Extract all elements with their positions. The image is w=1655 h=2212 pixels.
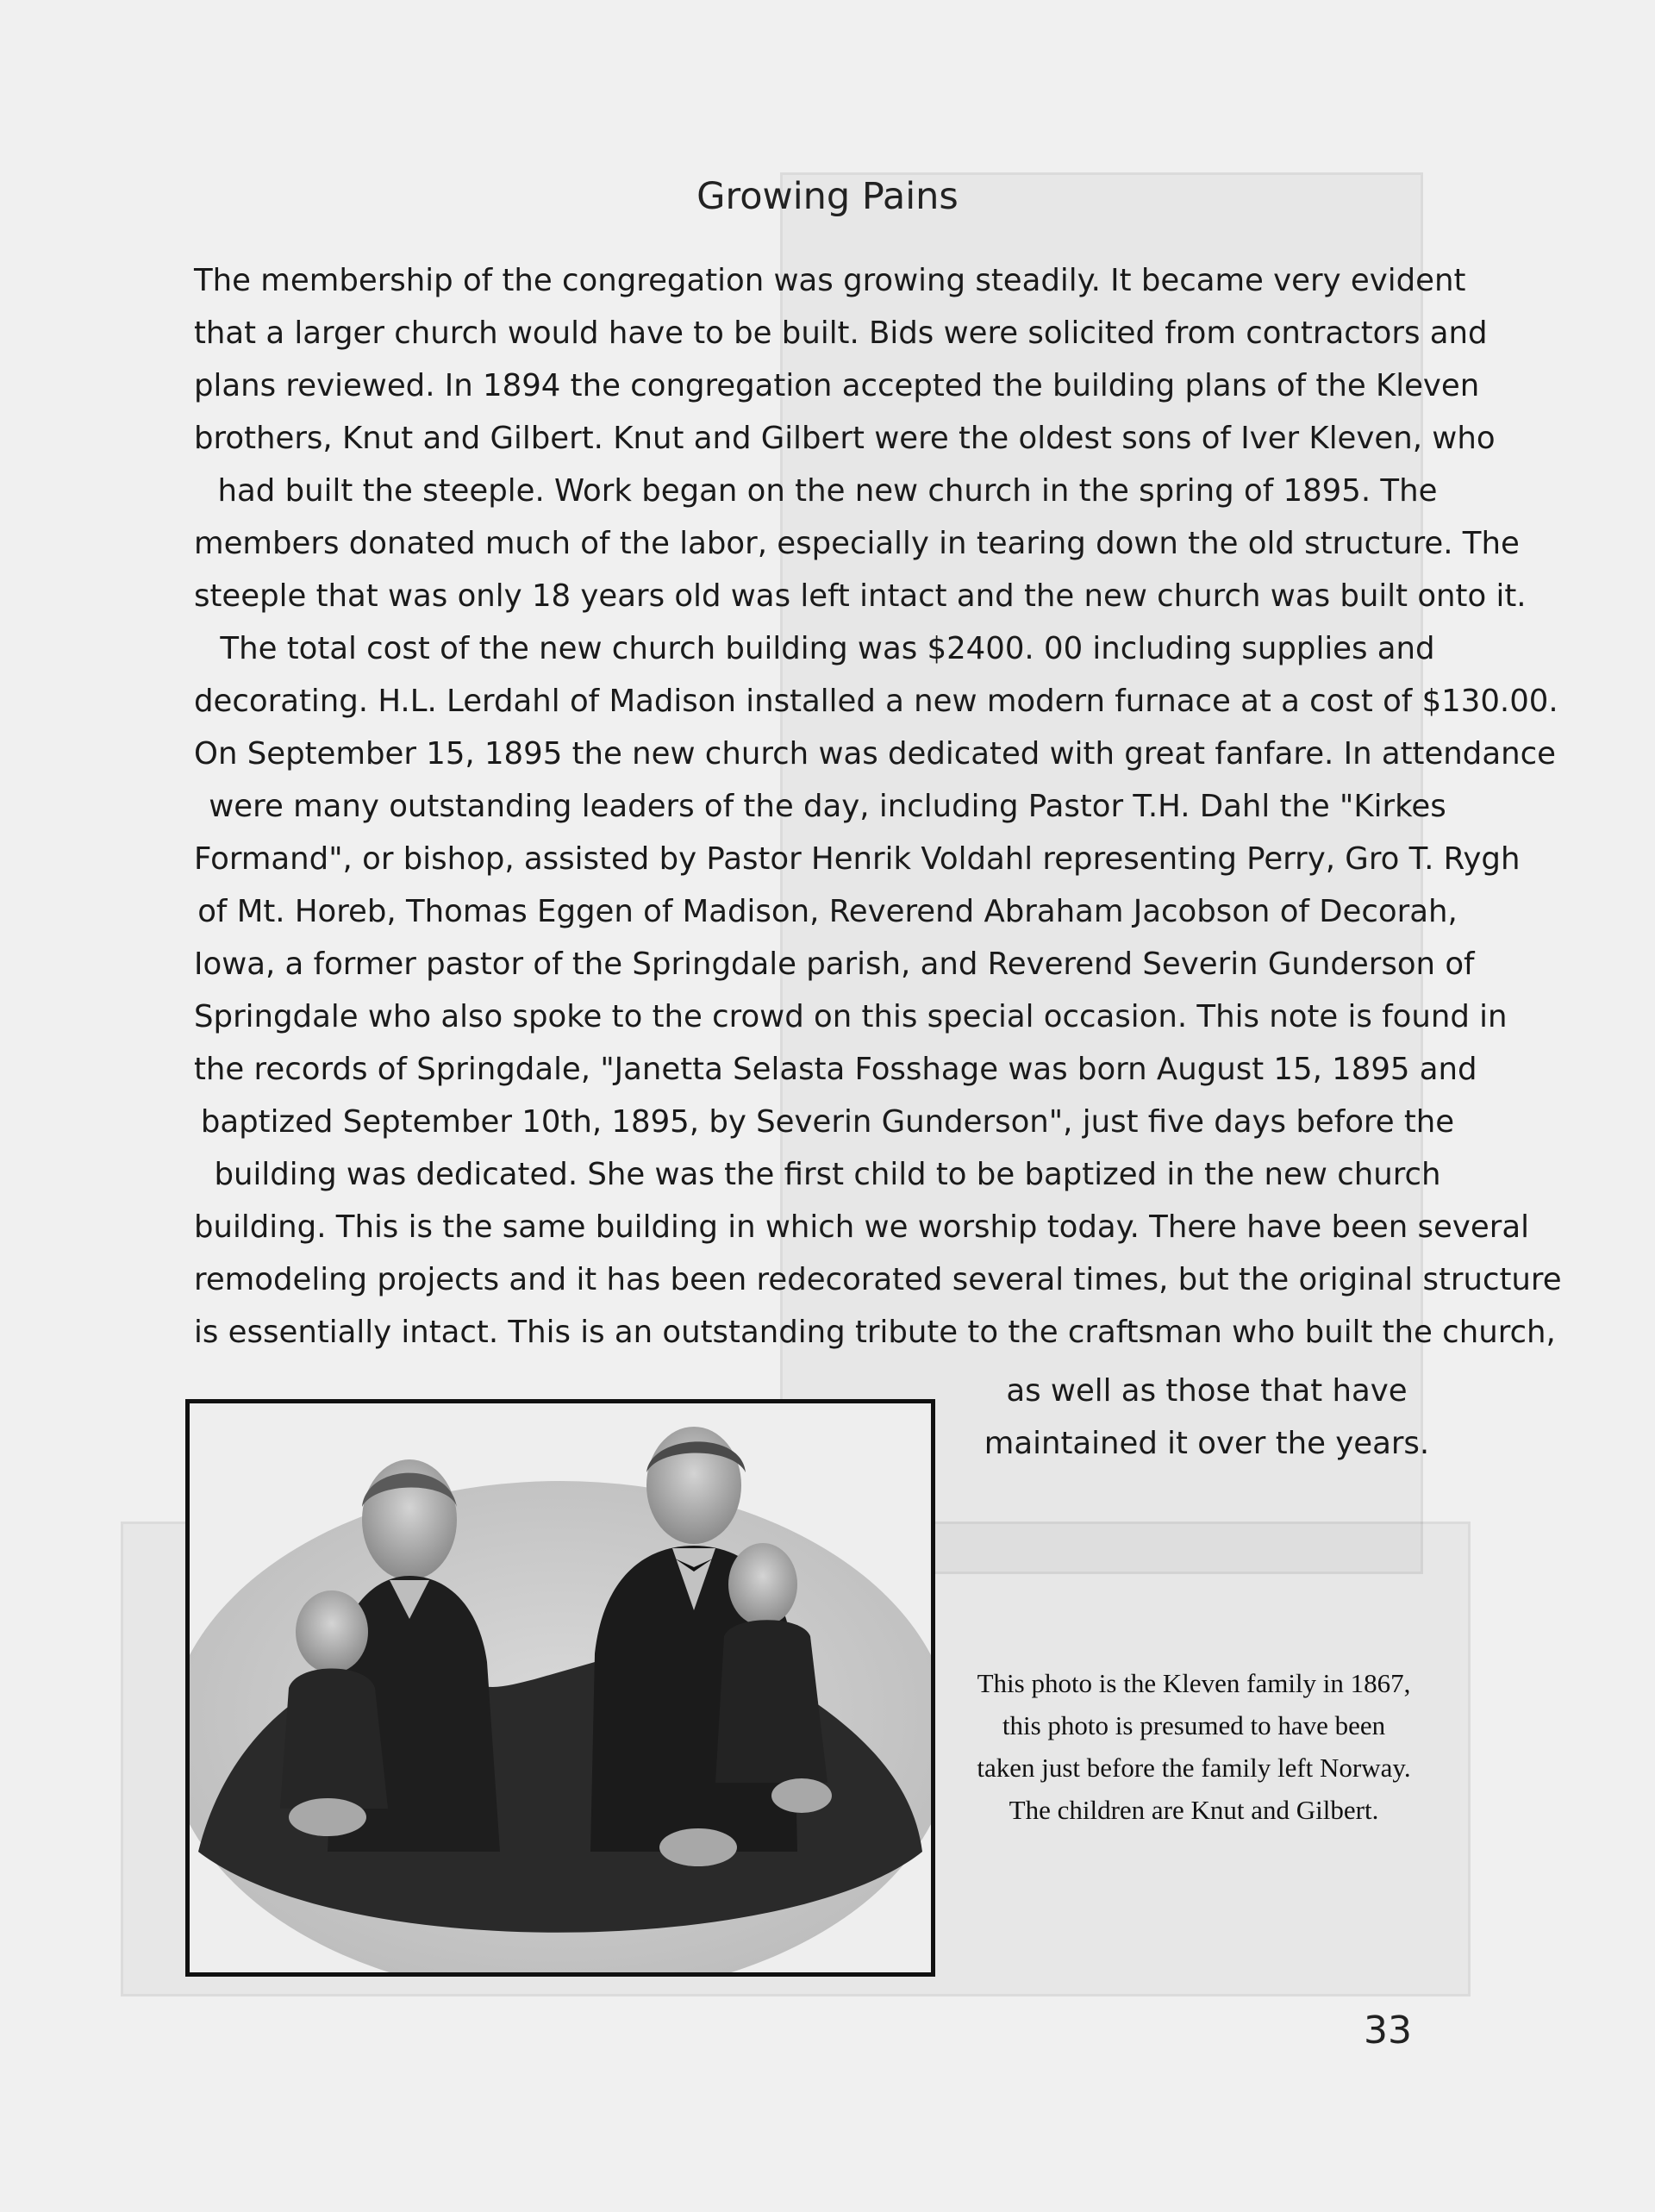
body-line: the records of Springdale, "Janetta Selasta Fosshage was born August 15, 1895 and [194,1052,1477,1087]
caption-line: This photo is the Kleven family in 1867, [977,1668,1411,1698]
body-line: building. This is the same building in which we worship today. There have been several [194,1209,1529,1245]
body-line: as well as those that have [1006,1373,1408,1409]
body-paragraph [194,254,1562,1359]
caption-line: The children are Knut and Gilbert. [1009,1795,1379,1825]
page-title: Growing Pains [696,175,959,218]
body-line: plans reviewed. In 1894 the congregation accepted the building plans of the Kleven [194,368,1480,403]
body-line: Springdale who also spoke to the crowd on this special occasion. This note is found in [194,999,1508,1034]
photo-caption [944,1662,1444,1831]
body-line: building was dedicated. She was the first child to be baptized in the new church [214,1157,1441,1192]
caption-line: this photo is presumed to have been [1002,1710,1386,1740]
body-line: steeple that was only 18 years old was left intact and the new church was built onto it. [194,578,1527,614]
body-paragraph-tail [948,1365,1465,1470]
body-line: remodeling projects and it has been redecorated several times, but the original structure [194,1262,1562,1297]
body-line: that a larger church would have to be built. Bids were solicited from contractors and [194,316,1488,351]
body-line: were many outstanding leaders of the day, including Pastor T.H. Dahl the "Kirkes [209,789,1446,824]
body-line: The membership of the congregation was growing steadily. It became very evident [194,263,1466,298]
body-line: of Mt. Horeb, Thomas Eggen of Madison, Reverend Abraham Jacobson of Decorah, [197,894,1458,929]
family-photo [185,1399,935,1977]
body-line: is essentially intact. This is an outstanding tribute to the craftsman who built the church, [194,1315,1556,1350]
body-line: maintained it over the years. [984,1426,1430,1461]
body-line: brothers, Knut and Gilbert. Knut and Gilbert were the oldest sons of Iver Kleven, who [194,421,1496,456]
body-line: had built the steeple. Work began on the new church in the spring of 1895. The [217,473,1438,509]
body-line: Formand", or bishop, assisted by Pastor Henrik Voldahl representing Perry, Gro T. Rygh [194,841,1521,877]
caption-line: taken just before the family left Norway. [977,1753,1411,1783]
family-photo-image [190,1403,931,1972]
body-line: decorating. H.L. Lerdahl of Madison installed a new modern furnace at a cost of $130.00. [194,684,1558,719]
body-line: The total cost of the new church building was $2400. 00 including supplies and [220,631,1435,666]
body-line: Iowa, a former pastor of the Springdale parish, and Reverend Severin Gunderson of [194,947,1475,982]
body-line: members donated much of the labor, especially in tearing down the old structure. The [194,526,1520,561]
body-line: On September 15, 1895 the new church was dedicated with great fanfare. In attendance [194,736,1556,772]
page-number: 33 [1364,2009,1412,2053]
body-line: baptized September 10th, 1895, by Severin Gunderson", just five days before the [200,1104,1455,1140]
